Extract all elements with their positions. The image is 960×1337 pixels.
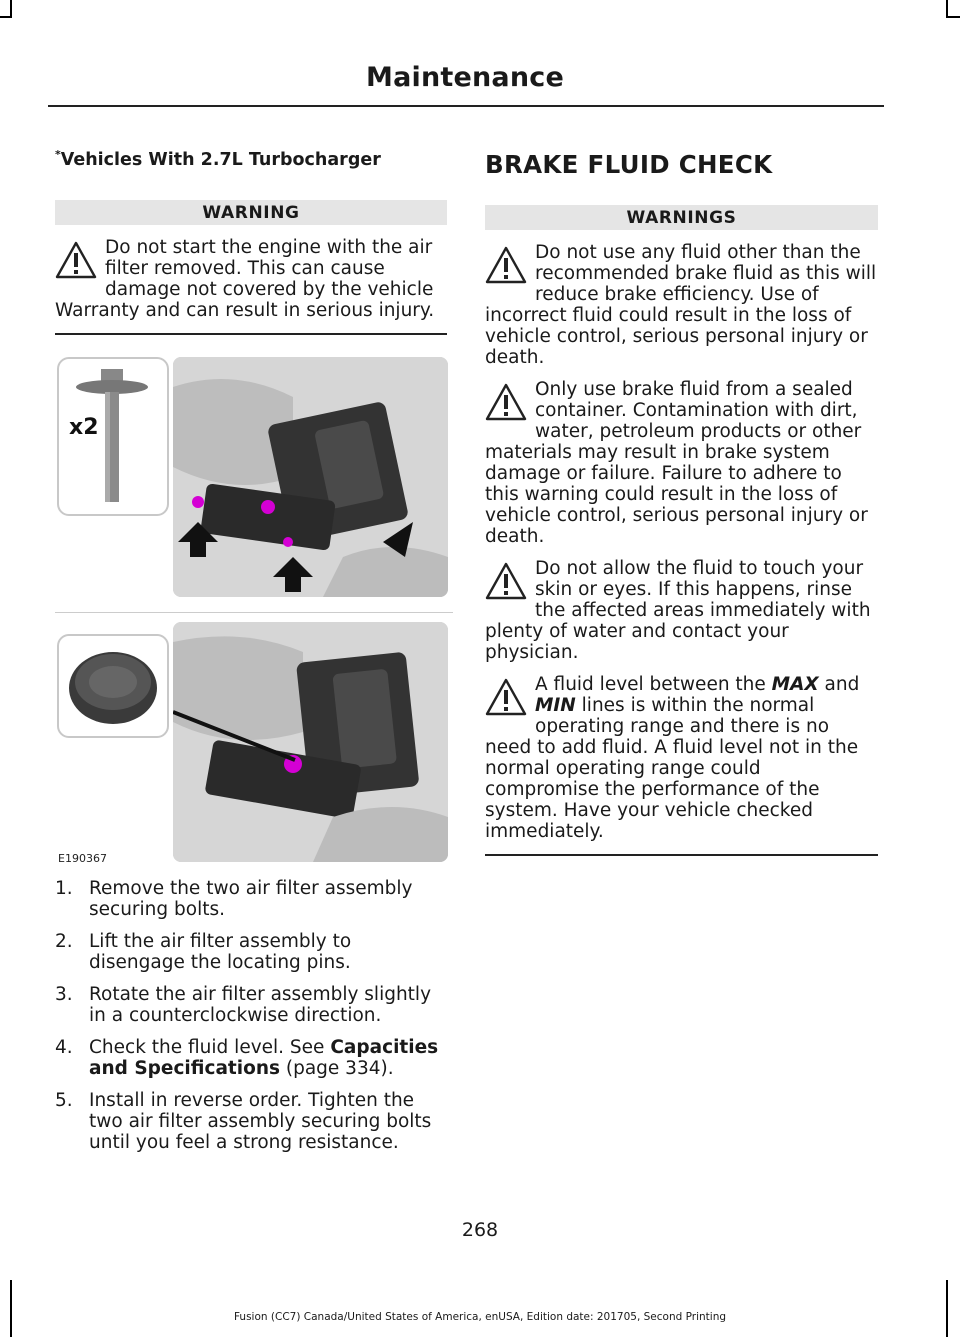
- engine-photo-bottom: [173, 622, 448, 862]
- min-label: MIN: [535, 695, 576, 716]
- header-rule: [48, 105, 884, 107]
- figure-divider: [55, 612, 453, 613]
- crop-mark: [946, 1280, 948, 1337]
- brake-fluid-cap-icon: [59, 636, 167, 736]
- bolt-inset: [57, 357, 169, 516]
- quantity-label: x2: [69, 414, 99, 440]
- warnings-bar: WARNINGS: [485, 205, 878, 230]
- engine-photo-top: [173, 357, 448, 597]
- edition-footer: Fusion (CC7) Canada/United States of America, enUSA, Edition date: 201705, Second Printing: [233, 1311, 727, 1323]
- warning-item: Only use brake fluid from a sealed container. Contamination with dirt, water, petroleum products or other materials may result in brake system damage or failure. Failure to adhere to this warning could result in the loss of vehicle control, serious personal injury or death.: [485, 379, 868, 547]
- section-subheading: *Vehicles With 2.7L Turbocharger: [55, 148, 381, 170]
- subheading-marker: *: [55, 148, 61, 161]
- crop-mark: [946, 16, 960, 18]
- crop-mark: [0, 16, 12, 18]
- warning-block: [55, 237, 447, 321]
- step-item: 5. Install in reverse order. Tighten the two air filter assembly securing bolts until you feel a strong resistance.: [55, 1089, 432, 1153]
- max-label: MAX: [771, 674, 819, 695]
- page-number: 268: [461, 1219, 499, 1241]
- step-item: 2. Lift the air filter assembly to disengage the locating pins.: [55, 930, 352, 973]
- warning-triangle-icon: [485, 382, 527, 422]
- figure-code: E190367: [58, 851, 107, 865]
- warning-triangle-icon: [55, 240, 97, 280]
- figure-air-filter: [55, 357, 447, 867]
- warning-item: Do not start the engine with the air filter removed. This can cause damage not covered by the vehicle Warranty and can result in serious injury.: [55, 236, 435, 321]
- engine-illustration-top: [173, 357, 448, 597]
- cross-reference-link[interactable]: Capacities and Specifications: [89, 1036, 439, 1079]
- warnings-rule: [485, 854, 878, 856]
- warning-item: A fluid level between the MAX and MIN lines is within the normal operating range and there is no need to add fluid. A fluid level not in the normal operating range could compromise the performance of the system. Have your vehicle checked immediately.: [485, 674, 860, 842]
- warning-bar: WARNING: [55, 200, 447, 225]
- section-heading: BRAKE FLUID CHECK: [485, 150, 773, 179]
- engine-illustration-bottom: [173, 622, 448, 862]
- steps-list: [55, 878, 447, 1153]
- warning-triangle-icon: [485, 677, 527, 717]
- step-item: 4. Check the fluid level. See Capacities and Specifications (page 334).: [55, 1036, 439, 1079]
- step-item: 3. Rotate the air filter assembly slightly in a counterclockwise direction.: [55, 983, 432, 1026]
- page-title: Maintenance: [366, 62, 564, 93]
- crop-mark: [10, 1280, 12, 1337]
- warning-triangle-icon: [485, 245, 527, 285]
- right-column: [485, 140, 878, 856]
- warning-item: Do not use any fluid other than the recommended brake fluid as this will reduce brake efficiency. Use of incorrect fluid could result in the loss of vehicle control, serious personal injury or death.: [485, 242, 877, 368]
- step-item: 1. Remove the two air filter assembly securing bolts.: [55, 877, 413, 920]
- warning-triangle-icon: [485, 561, 527, 601]
- warning-item: Do not allow the fluid to touch your skin or eyes. If this happens, rinse the affected areas immediately with plenty of water and contact your physician.: [485, 558, 871, 663]
- warnings-block: [485, 242, 878, 842]
- left-column: [55, 140, 447, 1153]
- filler-cap-inset: [57, 634, 169, 738]
